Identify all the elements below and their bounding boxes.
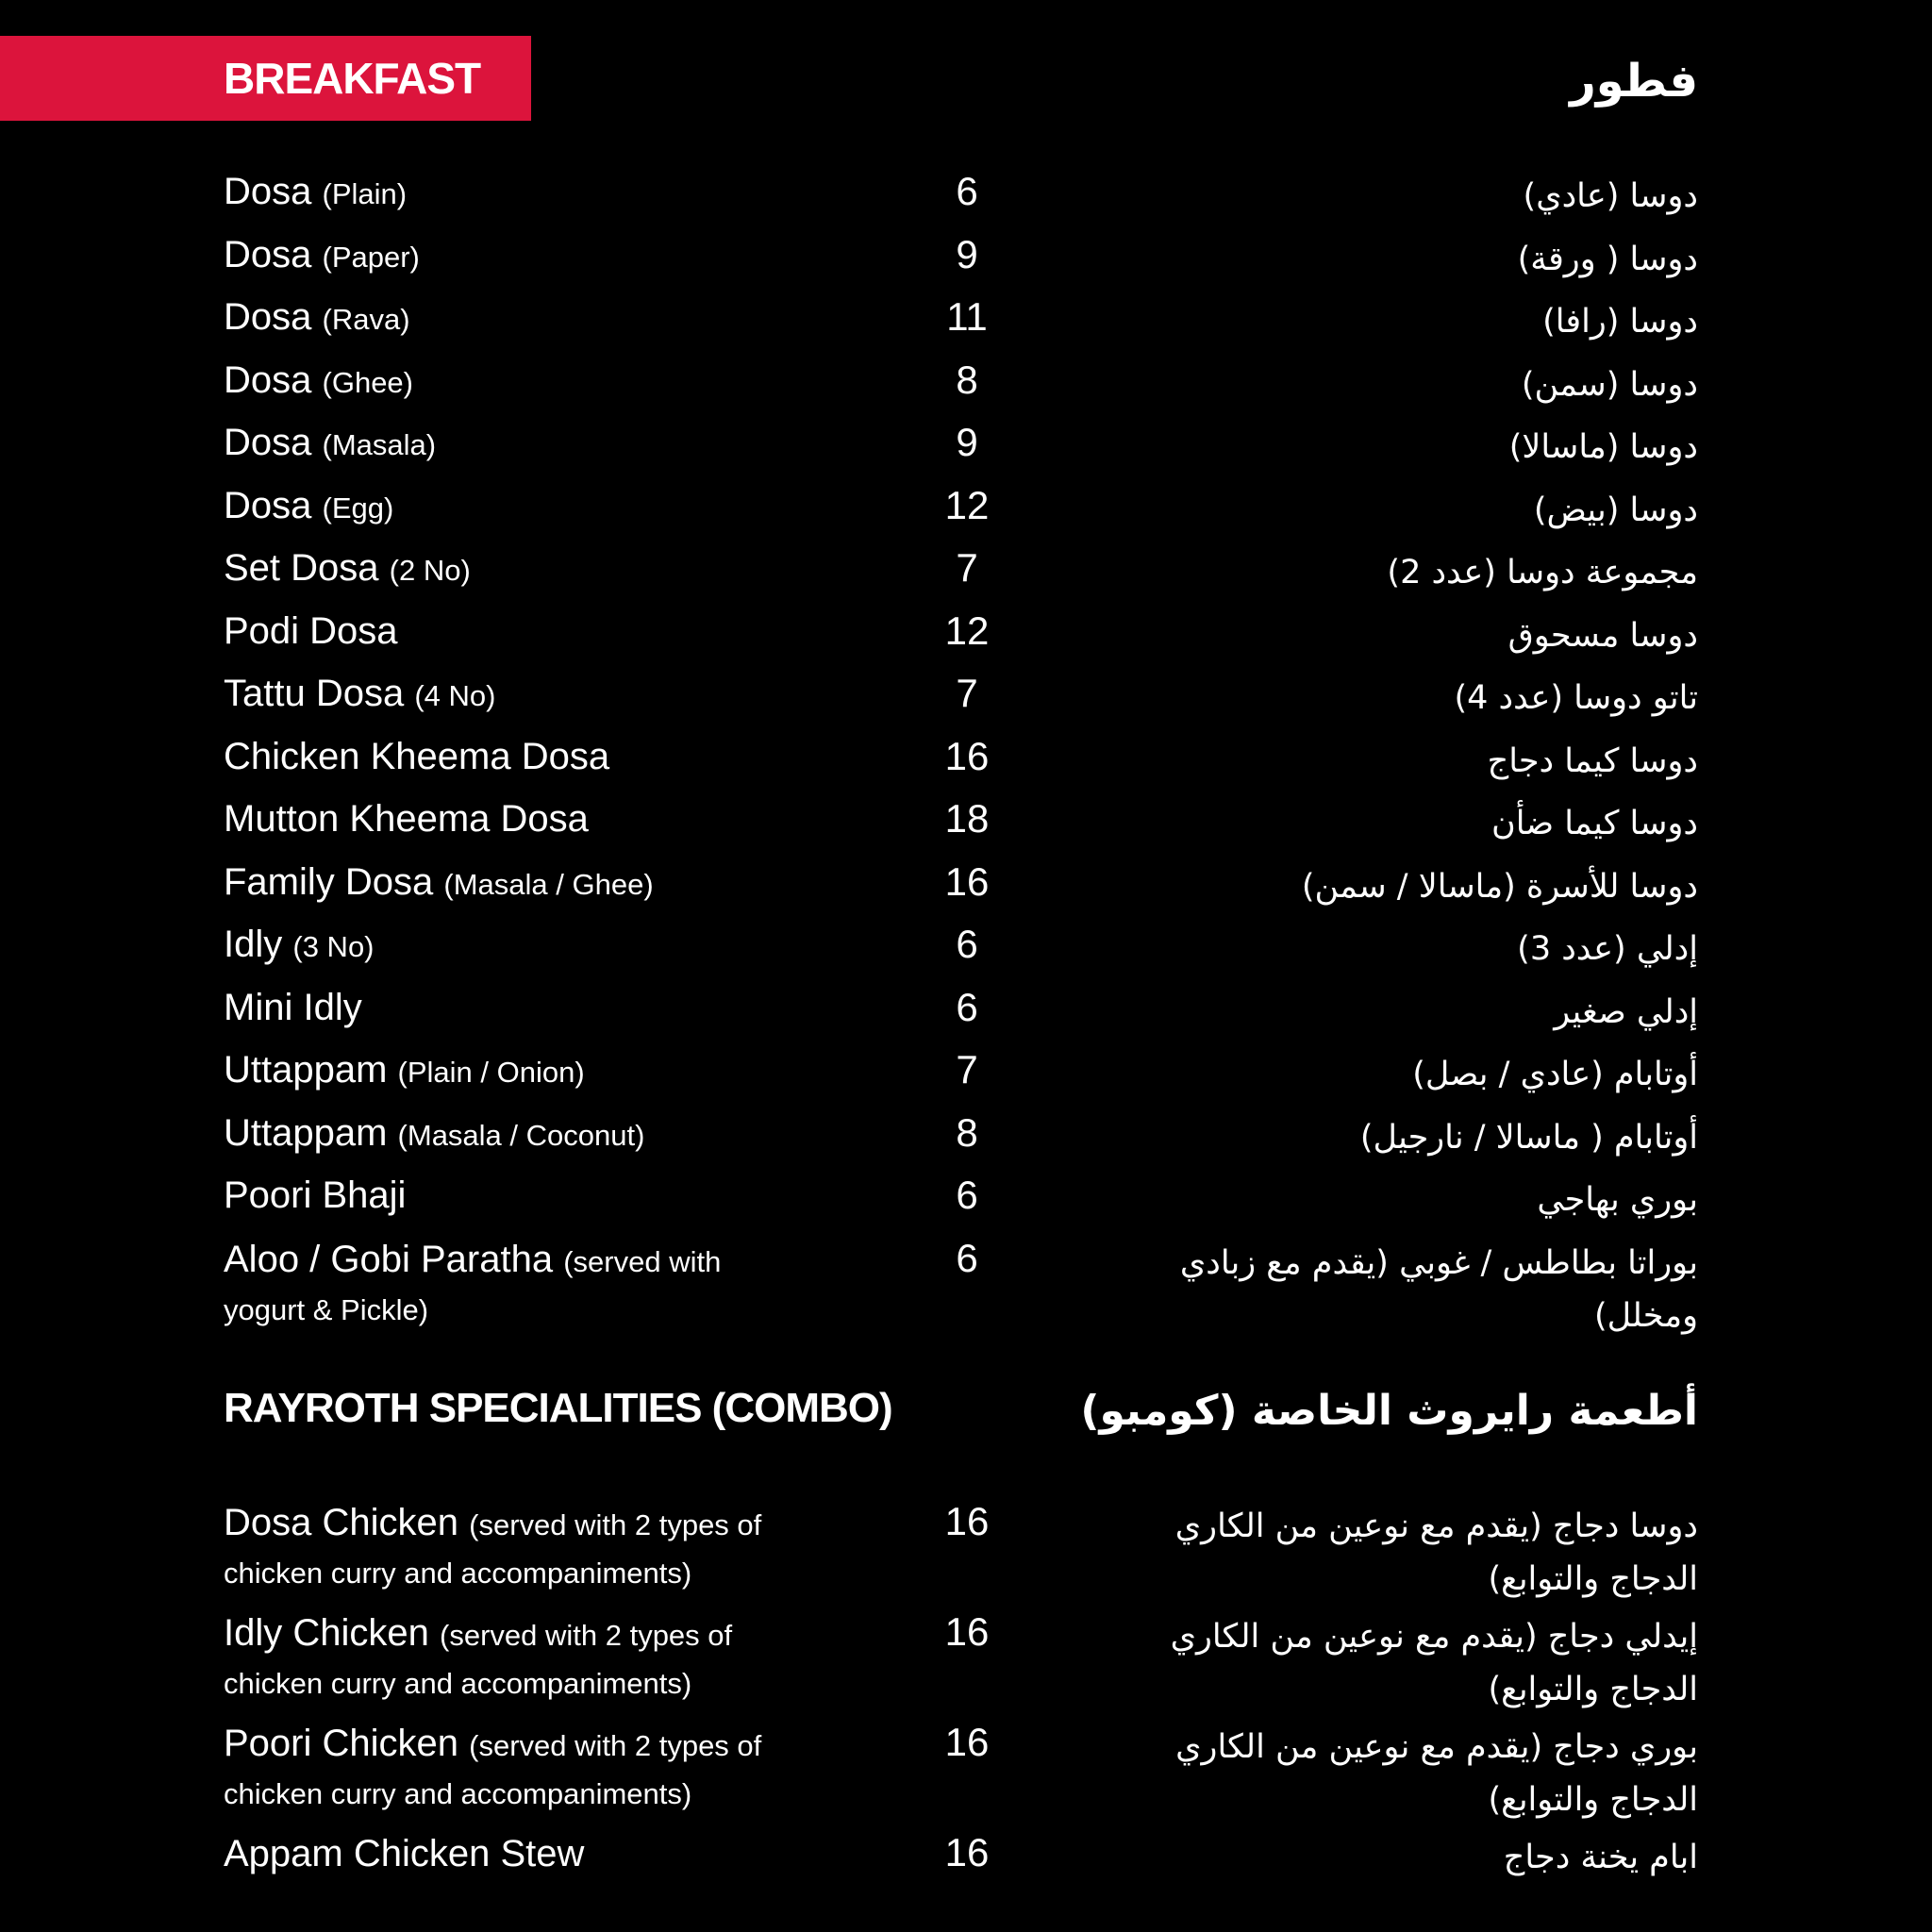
menu-item <box>0 484 1932 547</box>
menu-item <box>0 1048 1932 1111</box>
item-name: Dosa (Rava) <box>224 296 410 338</box>
item-name: Uttappam (Plain / Onion) <box>224 1049 585 1091</box>
menu-item <box>0 358 1932 422</box>
menu-item <box>0 735 1932 798</box>
item-name-arabic: مجموعة دوسا (عدد 2) <box>1387 554 1698 591</box>
item-name: Dosa Chicken (served with 2 types of chicken curry and accompaniments) <box>224 1502 762 1590</box>
item-note: (Masala / Coconut) <box>397 1118 645 1152</box>
menu-item <box>0 609 1932 673</box>
item-note: (Ghee) <box>322 365 413 399</box>
item-price: 9 <box>956 231 978 276</box>
item-price: 8 <box>956 1109 978 1155</box>
specialities-menu-list <box>0 1500 1932 1893</box>
item-name-arabic: دوسا مسحوق <box>1507 616 1698 655</box>
item-price: 12 <box>944 608 990 653</box>
menu-item <box>0 1500 1932 1610</box>
item-name-arabic: دوسا دجاج (يقدم مع نوعين من الكاري الدجاج والتوابع) <box>1174 1507 1698 1598</box>
item-name: Podi Dosa <box>224 609 398 652</box>
breakfast-banner <box>0 36 531 121</box>
item-name-arabic: بوري بهاجي <box>1537 1181 1698 1219</box>
item-name-arabic: دوسا (سمن) <box>1521 365 1698 404</box>
item-price: 8 <box>956 357 978 402</box>
item-price: 11 <box>946 294 988 339</box>
item-name-arabic: بوري دجاج (يقدم مع نوعين من الكاري الدجاج والتوابع) <box>1175 1728 1698 1819</box>
item-price: 9 <box>956 420 978 464</box>
menu-item <box>0 1721 1932 1831</box>
item-name: Dosa (Masala) <box>224 422 437 463</box>
section-title-breakfast-arabic: فطور <box>1570 55 1698 108</box>
item-name: Dosa (Ghee) <box>224 358 413 401</box>
item-name-arabic: دوسا كيما ضأن <box>1491 805 1698 842</box>
item-name: Chicken Kheema Dosa <box>224 735 610 777</box>
item-note: (Paper) <box>322 240 420 274</box>
menu-item <box>0 421 1932 484</box>
item-note: (served with 2 types of chicken curry and accompaniments) <box>224 1729 762 1810</box>
item-note: (Plain) <box>322 177 408 210</box>
item-name: Dosa (Paper) <box>224 233 420 275</box>
item-name: Idly (3 No) <box>224 924 375 965</box>
item-price: 16 <box>944 733 990 778</box>
item-name: Family Dosa (Masala / Ghee) <box>224 860 654 903</box>
item-price: 12 <box>944 482 990 527</box>
breakfast-menu-list <box>0 169 1932 1335</box>
item-note: (served with yogurt & Pickle) <box>224 1244 722 1326</box>
item-name-arabic: دوسا (ماسالا) <box>1508 428 1698 466</box>
item-name: Dosa (Egg) <box>224 484 394 526</box>
item-price: 6 <box>956 1173 978 1217</box>
item-name-arabic: إدلي صغير <box>1554 992 1698 1031</box>
item-note: (Masala / Ghee) <box>443 867 654 901</box>
item-price: 7 <box>956 671 978 715</box>
item-price: 16 <box>944 1720 990 1764</box>
menu-item <box>0 1831 1932 1893</box>
item-price: 6 <box>956 984 978 1029</box>
item-name: Poori Bhaji <box>224 1174 407 1216</box>
item-note: (2 No) <box>389 554 471 587</box>
menu-item <box>0 170 1932 233</box>
item-name-arabic: دوسا (عادي) <box>1523 177 1698 215</box>
menu-item <box>0 233 1932 296</box>
item-name: Aloo / Gobi Paratha (served with yogurt & Pickle) <box>224 1238 722 1326</box>
item-price: 6 <box>956 922 978 966</box>
menu-item <box>0 1235 1932 1335</box>
item-name: Poori Chicken (served with 2 types of chicken curry and accompaniments) <box>224 1723 762 1810</box>
item-name: Mutton Kheema Dosa <box>224 798 589 840</box>
item-name-arabic: بوراتا بطاطس / غوبي (يقدم مع زبادي ومخلل) <box>1179 1243 1698 1335</box>
item-note: (3 No) <box>292 930 375 963</box>
item-note: (served with 2 types of chicken curry and accompaniments) <box>224 1508 762 1590</box>
menu-item <box>0 860 1932 924</box>
item-note: (Egg) <box>322 491 394 525</box>
item-name-arabic: أوتابام ( ماسالا / نارجيل) <box>1359 1118 1698 1157</box>
item-price: 6 <box>956 1235 978 1280</box>
item-note: (Masala) <box>322 428 437 461</box>
menu-item <box>0 986 1932 1049</box>
item-name-arabic: دوسا ( ورقة) <box>1517 240 1698 278</box>
item-name-arabic: دوسا للأسرة (ماسالا / سمن) <box>1301 867 1698 906</box>
item-price: 16 <box>944 1499 990 1543</box>
item-price: 16 <box>944 858 990 904</box>
menu-item <box>0 1610 1932 1721</box>
menu-item <box>0 923 1932 986</box>
item-price: 18 <box>944 796 990 841</box>
item-name: Dosa (Plain) <box>224 171 408 212</box>
item-name-arabic: ابام يخنة دجاج <box>1503 1839 1698 1876</box>
item-name-arabic: إيدلي دجاج (يقدم مع نوعين من الكاري الدجاج والتوابع) <box>1170 1618 1698 1708</box>
menu-item <box>0 1174 1932 1237</box>
item-price: 7 <box>956 545 978 590</box>
item-name: Uttappam (Masala / Coconut) <box>224 1111 645 1154</box>
item-price: 16 <box>944 1830 990 1874</box>
item-name: Set Dosa (2 No) <box>224 547 471 589</box>
item-name-arabic: أوتابام (عادي / بصل) <box>1412 1056 1698 1093</box>
item-name-arabic: تاتو دوسا (عدد 4) <box>1454 679 1698 717</box>
section-title-specialities-arabic: أطعمة رايروث الخاصة (كومبو) <box>1080 1387 1698 1435</box>
item-note: (4 No) <box>414 679 496 712</box>
item-note: (Plain / Onion) <box>397 1056 585 1089</box>
menu-item <box>0 1111 1932 1174</box>
menu-item <box>0 295 1932 358</box>
menu-item <box>0 546 1932 609</box>
menu-item <box>0 672 1932 735</box>
item-name: Tattu Dosa (4 No) <box>224 673 496 714</box>
item-price: 7 <box>956 1047 978 1091</box>
item-price: 6 <box>956 169 978 213</box>
item-name-arabic: دوسا (رافا) <box>1542 303 1698 341</box>
item-name-arabic: إدلي (عدد 3) <box>1517 930 1698 968</box>
section-title-specialities: RAYROTH SPECIALITIES (COMBO) <box>224 1385 892 1431</box>
item-note: (Rava) <box>322 303 410 336</box>
item-name: Appam Chicken Stew <box>224 1833 585 1874</box>
item-note: (served with 2 types of chicken curry and accompaniments) <box>224 1619 733 1700</box>
item-name-arabic: دوسا (بيض) <box>1533 491 1698 529</box>
item-name: Mini Idly <box>224 986 362 1028</box>
item-name: Idly Chicken (served with 2 types of chicken curry and accompaniments) <box>224 1612 733 1700</box>
item-name-arabic: دوسا كيما دجاج <box>1487 741 1698 780</box>
item-price: 16 <box>944 1609 990 1654</box>
menu-item <box>0 797 1932 860</box>
section-title-breakfast: BREAKFAST <box>224 54 481 103</box>
